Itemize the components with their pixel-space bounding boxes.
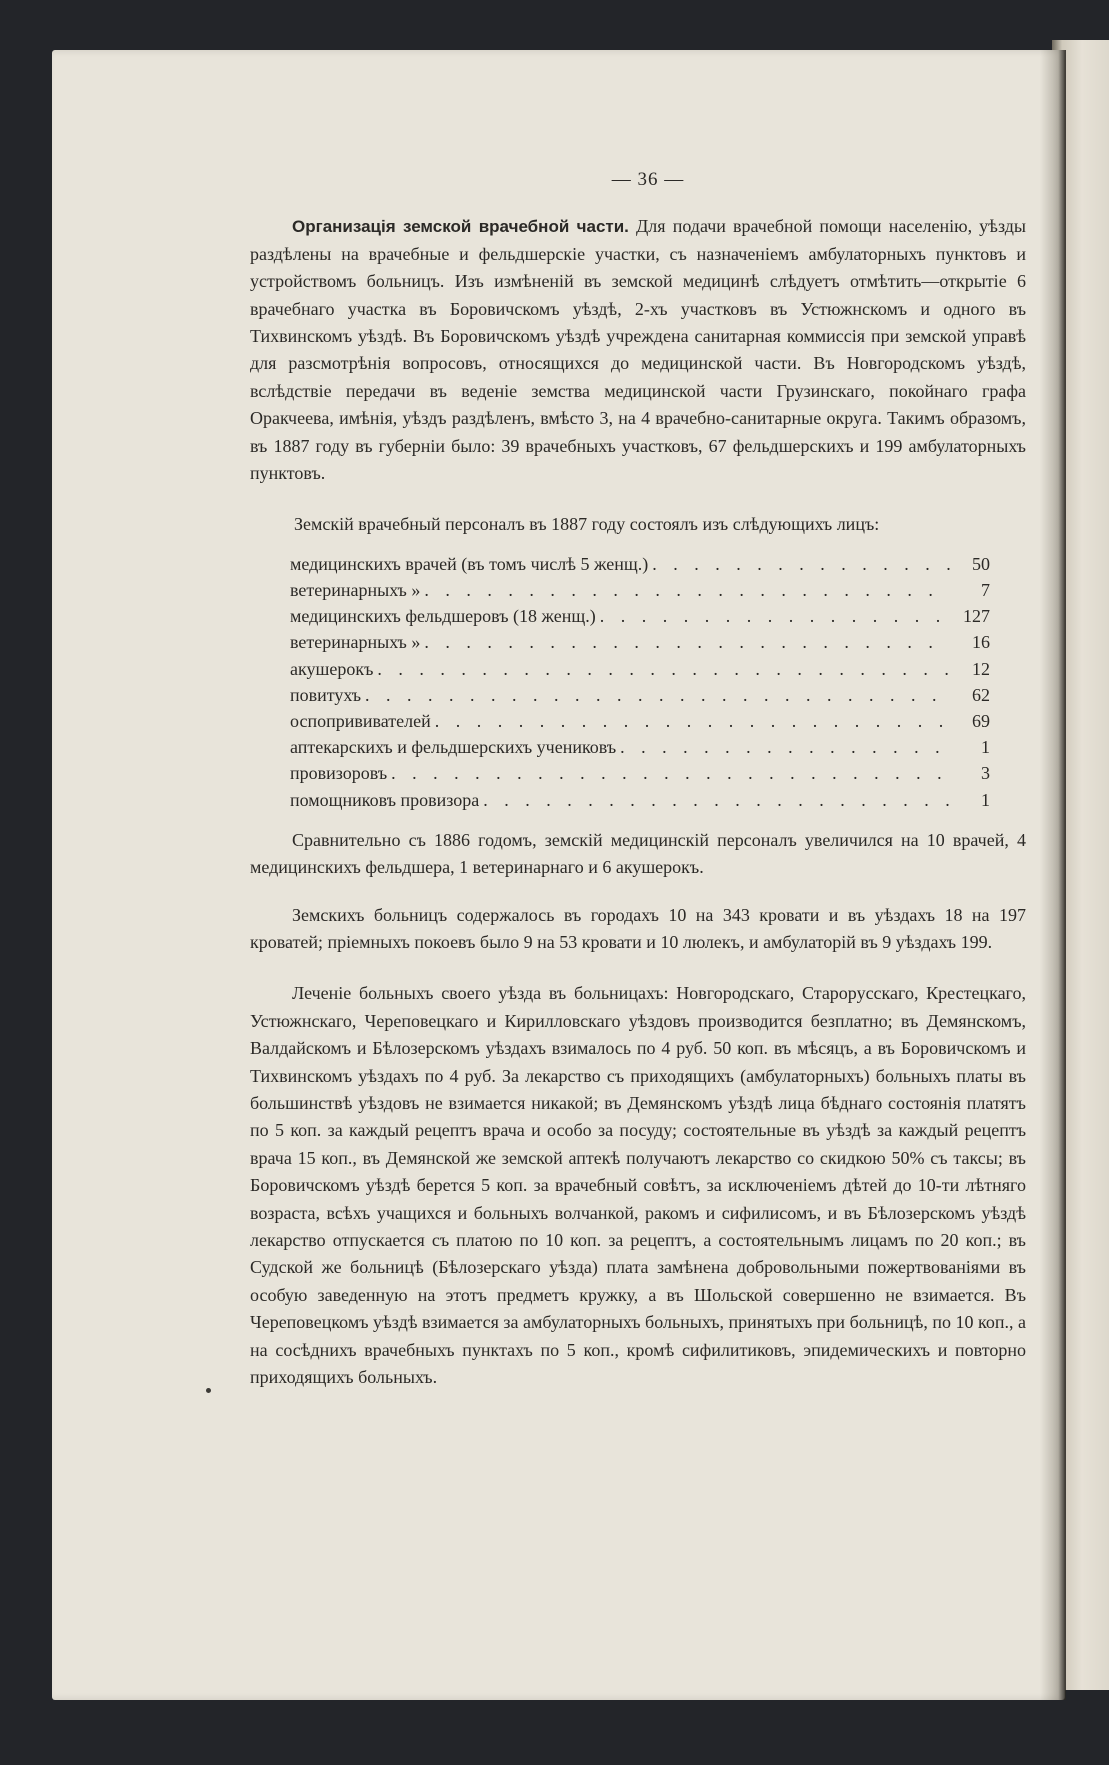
- leader-dots: [652, 551, 950, 578]
- staff-label: провизоровъ: [290, 763, 388, 784]
- organization-paragraph: [250, 213, 1026, 487]
- leader-dots: [377, 656, 950, 683]
- staff-label: медицинскихъ фельдшеровъ (18 женщ.): [290, 606, 596, 627]
- page-content: [250, 160, 1026, 1391]
- list-item: [290, 577, 990, 603]
- leader-dots: [391, 760, 950, 787]
- staff-label: аптекарскихъ и фельдшерскихъ учениковъ: [290, 737, 617, 758]
- staff-count: 50: [972, 553, 990, 574]
- staff-count: 7: [981, 580, 990, 601]
- staff-count: 1: [981, 789, 990, 810]
- list-item: [290, 629, 990, 655]
- treatment-paragraph: Леченіе больныхъ своего уѣзда въ больницахъ: Новгородскаго, Старорусскаго, Крестецкаго, Устюжнскаго, Череповецкаго и Кирилловскаго уѣздовъ производится безплатно; въ Демянскомъ, Валдайскомъ и Бѣлозерскомъ уѣздахъ взималось по 4 руб. 50 коп. въ мѣсяцъ, а въ Боровичскомъ и Тихвинскомъ уѣздахъ по 4 руб. За лекарство съ приходящихъ (амбулаторныхъ) больныхъ платы въ большинствѣ уѣздовъ не взимается никакой; въ Демянскомъ уѣздѣ лица бѣднаго состоянія платятъ по 5 коп. за каждый рецептъ врача и особо за посуду; состоятельные въ уѣздѣ за каждый рецептъ врача 15 коп., въ Демянской же земской аптекѣ получаютъ лекарство со скидкою 50% съ таксы; въ Боровичскомъ уѣздѣ берется 5 коп. за врачебный совѣтъ, за исключеніемъ дѣтей до 10-ти лѣтняго возраста, всѣхъ учащихся и больныхъ волчанкой, ракомъ и сифилисомъ, и въ Бѣлозерскомъ уѣздѣ лекарство отпускается съ платою по 10 коп. за рецептъ, а состоятельнымъ лицамъ по 20 коп.; въ Судской же больницѣ (Бѣлозерскаго уѣзда) плата замѣнена добровольными пожертвованіями въ особую заведенную на этотъ предметъ кружку, а въ Шольской совершенно не взимается. Въ Череповецкомъ уѣздѣ взимается за амбулаторныхъ больныхъ, принятыхъ при больницѣ, по 10 коп., а на сосѣднихъ врачебныхъ пунктахъ по 5 коп., кромѣ сифилитиковъ, эпидемическихъ и повторно приходящихъ больныхъ.: [250, 983, 1026, 1388]
- leader-dots: [424, 629, 950, 656]
- list-item: [290, 760, 990, 786]
- staff-label: оспопрививателей: [290, 711, 431, 731]
- staff-count: 16: [972, 632, 990, 653]
- staff-count: 1: [981, 737, 990, 758]
- leader-dots: [435, 708, 950, 735]
- section-heading: Организація земской врачебной части.: [292, 217, 629, 237]
- list-item: [290, 734, 990, 760]
- staff-label: повитухъ: [290, 684, 362, 705]
- staff-label: помощниковъ провизора: [290, 789, 480, 810]
- leader-dots: [620, 734, 950, 761]
- binding-gutter: [1040, 50, 1066, 1700]
- list-item: [290, 551, 990, 577]
- staff-count: 3: [981, 763, 990, 784]
- staff-count: 62: [972, 684, 990, 705]
- staff-list: [290, 551, 990, 813]
- hospitals-paragraph: Земскихъ больницъ содержалось въ городахъ 10 на 343 кровати и въ уѣздахъ 18 на 197 кроватей; пріемныхъ покоевъ было 9 на 53 кровати и 10 люлекъ, и амбулаторій въ 9 уѣздахъ 199.: [250, 904, 1026, 952]
- leader-dots: [424, 577, 950, 604]
- list-item: [290, 656, 990, 682]
- staff-count: 69: [972, 711, 990, 731]
- leader-dots: [483, 787, 950, 814]
- list-item: [290, 708, 990, 734]
- organization-text: Для подачи врачебной помощи населенію, уѣзды раздѣлены на врачебные и фельдшерскіе участки, съ назначеніемъ амбулаторныхъ пунктовъ и устройствомъ больницъ. Изъ измѣненій въ земской медицинѣ слѣдуетъ отмѣтить—открытіе 6 врачебнаго участка въ Боровичскомъ уѣздѣ, 2-хъ участковъ въ Устюжнскомъ и одного въ Тихвинскомъ уѣздѣ. Въ Боровичскомъ уѣздѣ учреждена санитарная коммиссія при земской управѣ для разсмотрѣнія вопросовъ, относящихся до медицинской части. Въ Новгородскомъ уѣздѣ, вслѣдствіе передачи въ веденіе земства медицинской части Грузинскаго, покойнаго графа Оракчеева, имѣнія, уѣздъ раздѣленъ, вмѣсто 3, на 4 врачебно-санитарные округа. Такимъ образомъ, въ 1887 году въ губерніи было: 39 врачебныхъ участковъ, 67 фельдшерскихъ и 199 амбулаторныхъ пунктовъ.: [250, 216, 1026, 484]
- list-item: [290, 682, 990, 708]
- staff-label: акушерокъ: [290, 658, 374, 679]
- list-item: [290, 603, 990, 629]
- staff-count: 12: [972, 658, 990, 679]
- staff-label: ветеринарныхъ »: [290, 580, 421, 601]
- comparison-paragraph: Сравнительно съ 1886 годомъ, земскій медицинскій персоналъ увеличился на 10 врачей, 4 медицинскихъ фельдшера, 1 ветеринарнаго и 6 акушерокъ.: [250, 829, 1026, 878]
- staff-label: ветеринарныхъ »: [290, 632, 421, 653]
- leader-dots: [365, 682, 950, 709]
- staff-count: 127: [963, 606, 990, 627]
- list-item: [290, 787, 990, 813]
- staff-intro: Земскій врачебный персоналъ въ 1887 году состоялъ изъ слѣдующихъ лицъ:: [294, 514, 880, 535]
- staff-label: медицинскихъ врачей (въ томъ числѣ 5 женщ.): [290, 553, 649, 574]
- page-number: — 36 —: [611, 169, 685, 190]
- ink-speck: [206, 1388, 211, 1393]
- leader-dots: [600, 603, 950, 630]
